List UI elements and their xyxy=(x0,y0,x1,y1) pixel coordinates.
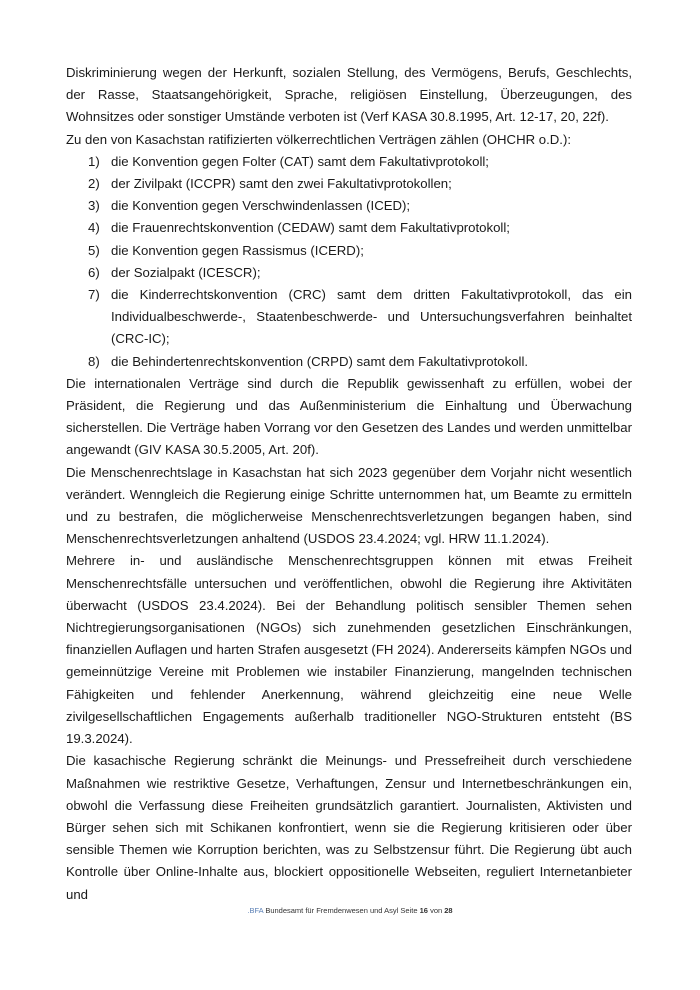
page-footer xyxy=(0,906,700,915)
list-item xyxy=(66,351,632,373)
list-number: 3) xyxy=(88,198,100,214)
list-item xyxy=(66,195,632,217)
list-number: 2) xyxy=(88,176,100,192)
list-item xyxy=(66,284,632,351)
list-item-text: die Konvention gegen Rassismus (ICERD); xyxy=(111,242,364,258)
list-number: 8) xyxy=(88,353,100,369)
paragraph-ngos: Mehrere in- und ausländische Menschenrechtsgruppen können mit etwas Freiheit Menschenrechtsfälle untersuchen und veröffentlichen, obwohl die Regierung ihre Aktivitäten überwacht (USDOS 23.4.2024). Bei der Behandlung politisch sensibler Themen sehen Nichtregierungsorganisationen (NGOs) sich zunehmenden gesetzlichen Einschränkungen, finanziellen Auflagen und harten Strafen ausgesetzt (FH 2024). Andererseits kämpfen NGOs und gemeinnützige Vereine mit Problemen wie instabiler Finanzierung, mangelnden technischen Fähigkeiten und fehlender Anerkennung, während gleichzeitig eine neue Welle zivilgesellschaftlichen Engagements außerhalb traditioneller NGO-Strukturen entsteht (BS 19.3.2024). xyxy=(66,553,632,747)
list-item-text: der Sozialpakt (ICESCR); xyxy=(111,264,261,280)
paragraph-treaty-implementation: Die internationalen Verträge sind durch die Republik gewissenhaft zu erfüllen, wobei der Präsident, die Regierung und das Außenministerium die Einhaltung und Überwachung sicherstellen. Die Verträge haben Vorrang vor den Gesetzen des Landes und werden unmittelbar angewandt (GIV KASA 30.5.2005, Art. 20f). xyxy=(66,375,632,458)
paragraph-treaties-intro: Zu den von Kasachstan ratifizierten völkerrechtlichen Verträgen zählen (OHCHR o.D.): xyxy=(66,131,572,147)
list-number: 7) xyxy=(88,287,100,303)
list-item-text: die Frauenrechtskonvention (CEDAW) samt dem Fakultativprotokoll; xyxy=(111,220,510,236)
page-total: 28 xyxy=(444,906,453,915)
list-item xyxy=(66,262,632,284)
list-item-text: die Behindertenrechtskonvention (CRPD) samt dem Fakultativprotokoll. xyxy=(111,353,529,369)
list-item-text: die Konvention gegen Verschwindenlassen (ICED); xyxy=(111,198,411,214)
list-number: 1) xyxy=(88,153,100,169)
document-body xyxy=(66,62,632,906)
list-item xyxy=(66,240,632,262)
bfa-logo: .BFA xyxy=(247,906,264,915)
paragraph-discrimination: Diskriminierung wegen der Herkunft, sozialen Stellung, des Vermögens, Berufs, Geschlechts, der Rasse, Staatsangehörigkeit, Sprache, religiösen Einstellung, Überzeugungen, des Wohnsitzes oder sonstiger Umstände verboten ist (Verf KASA 30.8.1995, Art. 12-17, 20, 22f). xyxy=(66,65,632,125)
list-number: 5) xyxy=(88,242,100,258)
page-current: 16 xyxy=(419,906,428,915)
list-number: 6) xyxy=(88,264,100,280)
list-item xyxy=(66,217,632,239)
list-number: 4) xyxy=(88,220,100,236)
list-item xyxy=(66,151,632,173)
list-item-text: die Kinderrechtskonvention (CRC) samt dem dritten Fakultativprotokoll, das ein Individualbeschwerde-, Staatenbeschwerde- und Untersuchungsverfahren beinhaltet (CRC-IC); xyxy=(111,287,632,347)
footer-page-label: Seite xyxy=(400,906,418,915)
list-item xyxy=(66,173,632,195)
footer-page-sep: von xyxy=(430,906,443,915)
paragraph-human-rights-situation: Die Menschenrechtslage in Kasachstan hat sich 2023 gegenüber dem Vorjahr nicht wesentlich verändert. Wenngleich die Regierung einige Schritte unternommen hat, um Beamte zu ermitteln und zu bestrafen, die möglicherweise Menschenrechtsverletzungen begangen haben, sind Menschenrechtsverletzungen anhaltend (USDOS 23.4.2024; vgl. HRW 11.1.2024). xyxy=(66,464,632,547)
list-item-text: der Zivilpakt (ICCPR) samt den zwei Fakultativprotokollen; xyxy=(111,176,452,192)
paragraph-press-freedom: Die kasachische Regierung schränkt die Meinungs- und Pressefreiheit durch verschiedene Maßnahmen wie restriktive Gesetze, Verhaftungen, Zensur und Internetbeschränkungen ein, obwohl die Verfassung diese Freiheiten grundsätzlich garantiert. Journalisten, Aktivisten und Bürger sehen sich mit Schikanen konfrontiert, wenn sie die Regierung kritisieren oder über sensible Themen wie Korruption berichten, was zu Selbstzensur führt. Die Regierung übt auch Kontrolle über Online-Inhalte aus, blockiert oppositionelle Webseiten, reguliert Internetanbieter und xyxy=(66,753,632,902)
treaty-list xyxy=(66,151,632,373)
footer-org: Bundesamt für Fremdenwesen und Asyl xyxy=(265,906,399,915)
list-item-text: die Konvention gegen Folter (CAT) samt dem Fakultativprotokoll; xyxy=(111,153,489,169)
